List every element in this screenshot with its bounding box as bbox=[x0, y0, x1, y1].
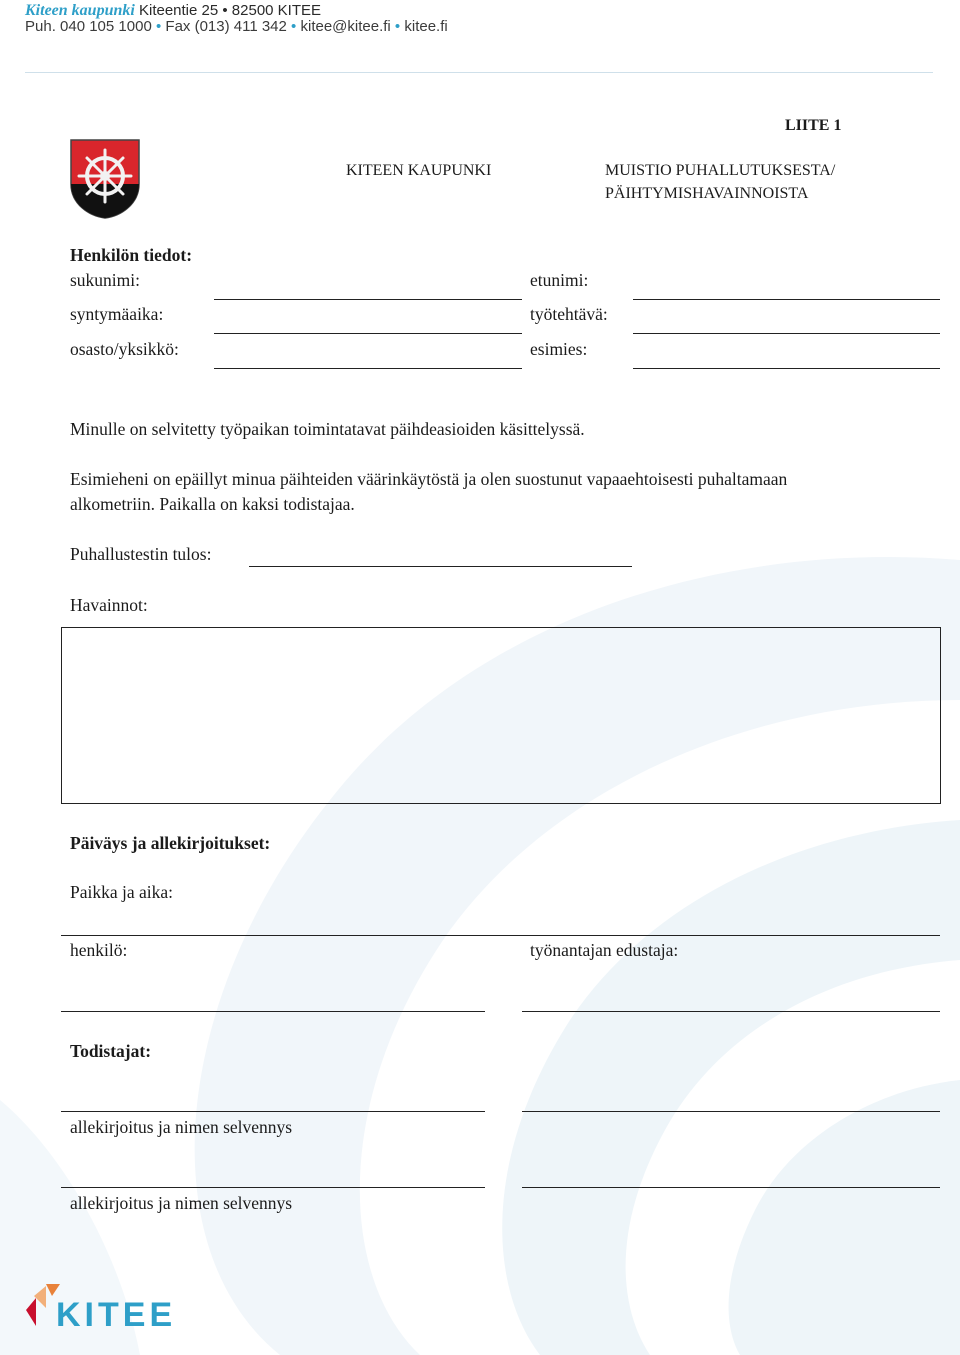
statement-consent-line-1: Esimieheni on epäillyt minua päihteiden väärinkäytöstä ja olen suostunut vapaaehtoisesti puhaltamaan bbox=[70, 469, 788, 489]
statement-procedures: Minulle on selvitetty työpaikan toimintatavat päihdeasioiden käsittelyssä. bbox=[70, 419, 585, 439]
kitee-logo: KITEE bbox=[56, 1296, 177, 1334]
person-signature-field[interactable] bbox=[61, 1011, 485, 1012]
surname-field[interactable] bbox=[214, 299, 522, 300]
witness-2-label: allekirjoitus ja nimen selvennys bbox=[70, 1193, 293, 1213]
phone: Puh. 040 105 1000 bbox=[25, 18, 152, 35]
witness-1-extra-field[interactable] bbox=[522, 1111, 940, 1112]
employer-rep-signature-field[interactable] bbox=[522, 1011, 940, 1012]
job-field[interactable] bbox=[633, 333, 940, 334]
brand-name: Kiteen kaupunki bbox=[25, 2, 135, 19]
person-heading: Henkilön tiedot: bbox=[70, 245, 193, 265]
test-result-label: Puhallustestin tulos: bbox=[70, 544, 212, 564]
department-label: osasto/yksikkö: bbox=[70, 339, 179, 359]
statement-consent-line-2: alkometriin. Paikalla on kaksi todistajaa. bbox=[70, 494, 355, 514]
place-time-label: Paikka ja aika: bbox=[70, 882, 174, 902]
coat-of-arms-icon bbox=[69, 138, 141, 220]
department-field[interactable] bbox=[214, 368, 522, 369]
appendix-label: LIITE 1 bbox=[785, 117, 842, 134]
observations-box[interactable] bbox=[61, 627, 941, 804]
witness-2-signature-field[interactable] bbox=[61, 1187, 485, 1188]
job-label: työtehtävä: bbox=[530, 304, 608, 324]
separator: • bbox=[394, 18, 401, 35]
header-divider bbox=[25, 72, 933, 73]
birthdate-label: syntymäaika: bbox=[70, 304, 164, 324]
firstname-label: etunimi: bbox=[530, 270, 589, 290]
separator: • bbox=[155, 18, 162, 35]
supervisor-label: esimies: bbox=[530, 339, 588, 359]
separator: • bbox=[291, 18, 297, 35]
surname-label: sukunimi: bbox=[70, 270, 141, 290]
document-title-line-1: MUISTIO PUHALLUTUKSESTA/ bbox=[605, 162, 836, 179]
letterhead-line-2 bbox=[25, 18, 448, 35]
organization-name: KITEEN KAUPUNKI bbox=[346, 162, 492, 179]
birthdate-field[interactable] bbox=[214, 333, 522, 334]
signatures-heading: Päiväys ja allekirjoitukset: bbox=[70, 833, 271, 853]
employer-rep-label: työnantajan edustaja: bbox=[530, 940, 679, 960]
email[interactable]: kitee@kitee.fi bbox=[300, 18, 391, 35]
fax: Fax (013) 411 342 bbox=[165, 18, 287, 35]
witness-1-label: allekirjoitus ja nimen selvennys bbox=[70, 1117, 293, 1137]
person-signature-label: henkilö: bbox=[70, 940, 128, 960]
witness-1-signature-field[interactable] bbox=[61, 1111, 485, 1112]
supervisor-field[interactable] bbox=[633, 368, 940, 369]
witnesses-heading: Todistajat: bbox=[70, 1041, 152, 1061]
website[interactable]: kitee.fi bbox=[404, 18, 448, 35]
document-title-line-2: PÄIHTYMISHAVAINNOISTA bbox=[605, 185, 809, 202]
witness-2-extra-field[interactable] bbox=[522, 1187, 940, 1188]
firstname-field[interactable] bbox=[633, 299, 940, 300]
test-result-field[interactable] bbox=[249, 566, 632, 567]
place-time-field[interactable] bbox=[61, 935, 940, 936]
observations-label: Havainnot: bbox=[70, 595, 148, 615]
address: Kiteentie 25 • 82500 KITEE bbox=[138, 2, 322, 19]
